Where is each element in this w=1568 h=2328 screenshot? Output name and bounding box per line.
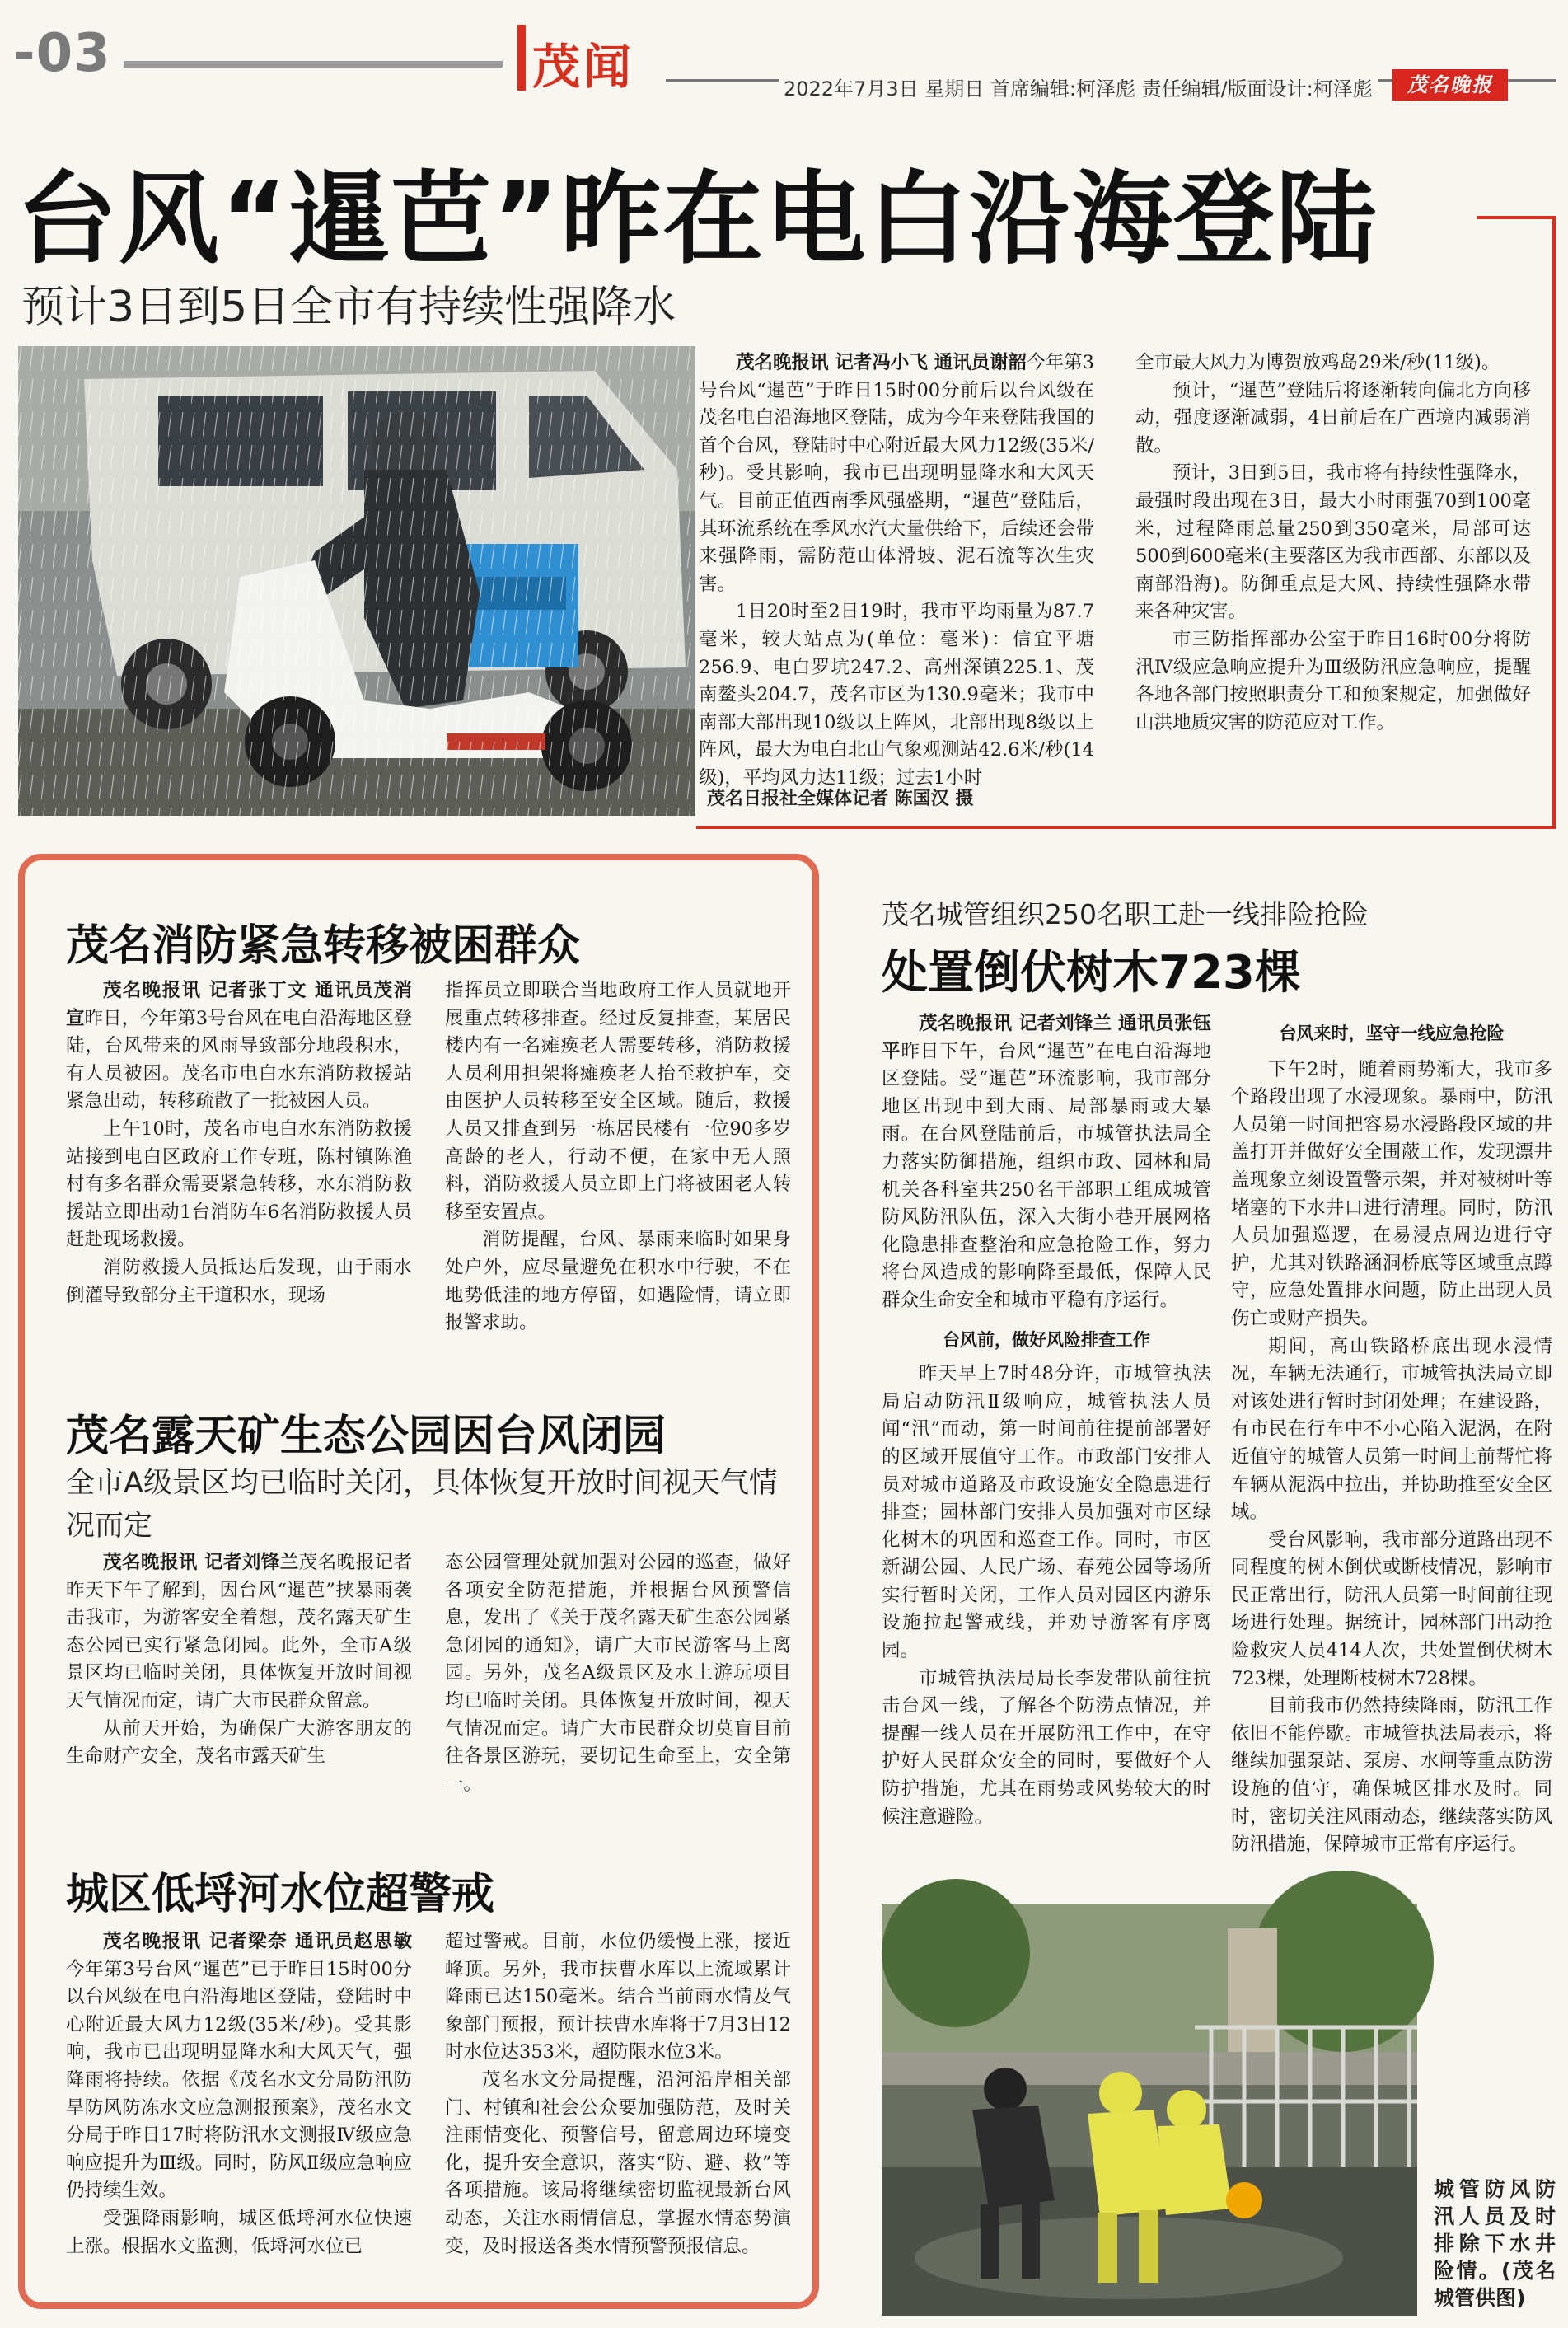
- section-badge: [511, 25, 651, 95]
- section-stripe: [517, 25, 526, 91]
- park-column-1: [66, 1549, 412, 1829]
- fire-column-1: [66, 977, 412, 1356]
- lead-headline: 台风“暹芭”昨在电白沿海登陆: [16, 161, 1378, 278]
- lead-photo-caption: 茂名日报社全媒体记者 陈国汉 摄: [707, 789, 974, 809]
- city-subhead-during: 台风来时，坚守一线应急抢险: [1279, 1023, 1505, 1043]
- city-paragraph: 市城管执法局局长李发带队前往抗击台风一线，了解各个防涝点情况，并提醒一线人员在开展防汛工作中，在守护好人民群众安全的同时，要做好个人防护措施，尤其在雨势或风势较大的时候注意避险。: [882, 1667, 1211, 1828]
- park-paragraph: 态公园管理处就加强对公园的巡查，做好各项安全防范措施，并根据台风预警信息，发出了《关于茂名露天矿生态公园紧急闭园的通知》，请广大市民游客马上离园。另外，茂名A级景区及水上游玩项目均已临时关闭。具体恢复开放时间，视天气情况而定。请广大市民群众切莫盲目前往各景区游玩，要切记生命至上，安全第一。: [445, 1552, 791, 1795]
- city-photo: [882, 1904, 1417, 2316]
- city-paragraph: 目前我市仍然持续降雨，防汛工作依旧不能停歇。市城管执法局表示，将继续加强泵站、泵房、水闸等重点防涝设施的值守，确保城区排水及时。同时，密切关注风雨动态，继续落实防风防汛措施，保障城市正常有序运行。: [1231, 1695, 1552, 1856]
- city-photo-caption: 城管防风防汛人员及时排除下水井险情。(茂名城管供图): [1434, 2177, 1556, 2310]
- park-paragraph: 从前天开始，为确保广大游客朋友的生命财产安全，茂名市露天矿生: [66, 1717, 412, 1768]
- river-headline: 城区低埒河水位超警戒: [66, 1870, 495, 1919]
- city-headline: 处置倒伏树木723棵: [882, 946, 1301, 1000]
- city-paragraph: 受台风影响，我市部分道路出现不同程度的树木倒伏或断枝情况，影响市民正常出行，防汛人员第一时间前往现场进行处理。据统计，园林部门出动抢险救灾人员414人次，共处置倒伏树木723棵，处理断枝树木728棵。: [1231, 1529, 1552, 1689]
- fire-column-2: [445, 977, 791, 1356]
- brand-name: 茂名晚报: [1407, 73, 1493, 96]
- fire-paragraph: 指挥员立即联合当地政府工作人员就地开展重点转移排查。经过反复排查，某居民楼内有一名瘫痪老人需要转移，消防救援人员利用担架将瘫痪老人抬至救护车，交由医护人员转移至安全区域。随后，救援人员又排查到另一栋居民楼有一位90多岁高龄的老人，行动不便，在家中无人照料，消防救援人员立即上门将被困老人转移至安置点。: [445, 980, 791, 1223]
- rider-in-rain-illustration: [18, 346, 695, 816]
- city-paragraph: 下午2时，随着雨势渐大，我市多个路段出现了水浸现象。暴雨中，防汛人员第一时间把容易水浸路段区域的井盖打开并做好安全围蔽工作，发现漂井盖现象立刻设置警示架，并对被树叶等堵塞的下水井口进行清理。同时，防汛人员加强巡逻，在易浸点周边进行守护，尤其对铁路涵洞桥底等区域重点蹲守，应急处置排水问题，防止出现人员伤亡或财产损失。: [1231, 1058, 1552, 1329]
- park-column-2: [445, 1549, 791, 1829]
- fire-paragraph: 上午10时，茂名市电白水东消防救援站接到电白区政府工作专班，陈村镇陈渔村有多名群众需要紧急转移，水东消防救援站立即出动1台消防车6名消防救援人员赶赴现场救援。: [66, 1117, 412, 1251]
- header-rule-left: [124, 61, 503, 68]
- city-paragraph: 昨天早上7时48分许，市城管执法局启动防汛Ⅱ级响应，城管执法人员闻“汛”而动，第一时间前往提前部署好的区域开展值守工作。市政部门安排人员对城市道路及市政设施安全隐患进行排查；园林部门安排人员加强对市区绿化树木的巩固和巡查工作。同时，市区新湖公园、人民广场、春苑公园等场所实行暂时关闭，工作人员对园区内游乐设施拉起警戒线，并劝导游客有序离园。: [882, 1363, 1211, 1662]
- city-kicker: 茂名城管组织250名职工赴一线排险抢险: [882, 898, 1369, 930]
- park-headline: 茂名露天矿生态公园因台风闭园: [66, 1412, 667, 1461]
- lead-paragraph: 今年第3号台风“暹芭”于昨日15时00分前后以台风级在茂名电白沿海地区登陆，成为今年来登陆我国的首个台风，登陆时中心附近最大风力12级(35米/秒)。受其影响，我市已出现明显降水和大风天气。目前正值西南季风强盛期，“暹芭”登陆后，其环流系统在季风水汽大量供给下，后续还会带来强降雨，需防范山体滑坡、泥石流等次生灾害。: [699, 352, 1094, 595]
- river-paragraph: 茂名水文分局提醒，沿河沿岸相关部门、村镇和社会公众要加强防范，及时关注雨情变化、预警信号，留意周边环境变化，提升安全意识，落实“防、避、救”等各项措施。该局将继续密切监视最新台风动态，关注水雨情信息，掌握水情态势演变，及时报送各类水情预警预报信息。: [445, 2068, 791, 2257]
- river-column-2: [445, 1928, 791, 2291]
- section-title: 茂闻: [532, 39, 635, 95]
- river-column-1: [66, 1928, 412, 2291]
- park-subheadline: 全市A级景区均已临时关闭，具体恢复开放时间视天气情况而定: [66, 1467, 778, 1543]
- page-number: -03: [13, 23, 111, 84]
- city-paragraph: 期间，高山铁路桥底出现水浸情况，车辆无法通行，市城管执法局立即对该处进行暂时封闭处理；在建设路，有市民在行车中不小心陷入泥涡，在附近值守的城管人员第一时间上前帮忙将车辆从泥涡中拉出，并协助推至安全区域。: [1231, 1335, 1552, 1524]
- river-paragraph: 受强降雨影响，城区低埒河水位快速上涨。根据水文监测，低埒河水位已: [66, 2207, 412, 2257]
- park-byline: 茂名晚报讯 记者刘锋兰: [103, 1552, 299, 1573]
- river-paragraph: 超过警戒。目前，水位仍缓慢上涨，接近峰顶。另外，我市扶曹水库以上流域累计降雨已达150毫米。结合当前雨水情及气象部门预报，预计扶曹水库将于7月3日12时水位达353米，超防限水位3米。: [445, 1931, 791, 2063]
- fire-paragraph: 消防提醒，台风、暴雨来临时如果身处户外，应尽量避免在积水中行驶，不在地势低洼的地方停留，如遇险情，请立即报警求助。: [445, 1229, 791, 1334]
- city-byline: 茂名晚报讯 记者刘锋兰 通讯员张钰平: [882, 1013, 1211, 1062]
- city-column-2: [1231, 1020, 1552, 1869]
- brand-logo: [1392, 69, 1508, 101]
- lead-photo: [18, 346, 695, 816]
- fire-byline: 茂名晚报讯 记者张丁文 通讯员茂消宣: [66, 980, 412, 1029]
- river-paragraph: 今年第3号台风“暹芭”已于昨日15时00分以台风级在电白沿海地区登陆，登陆时中心附近最大风力12级(35米/秒)。受其影响，我市已出现明显降水和大风天气，强降雨将持续。依据《茂名水文分局防汛防旱防风防冻水文应急测报预案》，茂名水文分局于昨日17时将防汛水文测报Ⅳ级应急响应提升为Ⅲ级。同时，防风Ⅱ级应急响应仍持续生效。: [66, 1958, 412, 2202]
- city-column-1: [882, 1010, 1211, 1867]
- lead-column-1: [699, 349, 1094, 789]
- city-subhead-before: 台风前，做好风险排查工作: [943, 1329, 1150, 1350]
- lead-column-2: [1135, 349, 1531, 770]
- workers-clearing-drain-illustration: [882, 1904, 1417, 2316]
- river-byline: 茂名晚报讯 记者梁奈 通讯员赵思敏: [103, 1931, 412, 1952]
- park-paragraph: 茂名晚报记者昨天下午了解到，因台风“暹芭”挟暴雨袭击我市，为游客安全着想，茂名露天矿生态公园已实行紧急闭园。此外，全市A级景区均已临时关闭，具体恢复开放时间视天气情况而定，请广大市民群众留意。: [66, 1552, 412, 1712]
- lead-paragraph: 预计，3日到5日，我市将有持续性强降水，最强时段出现在3日，最大小时雨强70到100毫米，过程降雨总量250到350毫米，局部可达500到600毫米(主要落区为我市西部、东部以及南部沿海)。防御重点是大风、持续性强降水带来各种灾害。: [1135, 462, 1531, 623]
- lead-paragraph: 市三防指挥部办公室于昨日16时00分将防汛Ⅳ级应急响应提升为Ⅲ级防汛应急响应，提醒各地各部门按照职责分工和预案规定，加强做好山洪地质灾害的防范应对工作。: [1135, 628, 1531, 733]
- city-paragraph: 昨日下午，台风“暹芭”在电白沿海地区登陆。受“暹芭”环流影响，我市部分地区出现中到大雨、局部暴雨或大暴雨。在台风登陆前后，市城管执法局全力落实防御措施，组织市政、园林和局机关各科室共250名干部职工组成城管防风防汛队伍，深入大街小巷开展网格化隐患排查整治和应急抢险工作，努力将台风造成的影响降至最低，保障人民群众生命安全和城市平稳有序运行。: [882, 1040, 1211, 1311]
- fire-paragraph: 昨日，今年第3号台风在电白沿海地区登陆，台风带来的风雨导致部分地段积水，有人员被困。茂名市电白水东消防救援站紧急出动，转移疏散了一批被困人员。: [66, 1007, 412, 1112]
- lead-frame-bottom: [696, 826, 1556, 829]
- lead-paragraph: 全市最大风力为博贺放鸡岛29米/秒(11级)。: [1135, 352, 1500, 373]
- lead-subheadline: 预计3日到5日全市有持续性强降水: [21, 283, 676, 332]
- lead-paragraph: 1日20时至2日19时，我市平均雨量为87.7毫米，较大站点为(单位：毫米)：信宜平塘256.9、电白罗坑247.2、高州深镇225.1、茂南鳌头204.7，茂名市区为130.9毫米；我市中南部大部出现10级以上阵风，北部出现8级以上阵风，最大为电白北山气象观测站42.6米/秒(14级)，平均风力达11级；过去1小时: [699, 601, 1094, 789]
- lead-byline: 茂名晚报讯 记者冯小飞 通讯员谢韶: [736, 352, 1027, 373]
- fire-headline: 茂名消防紧急转移被困群众: [66, 921, 581, 971]
- date-info: 2022年7月3日 星期日 首席编辑:柯泽彪 责任编辑/版面设计:柯泽彪: [779, 73, 1378, 101]
- lead-paragraph: 预计，“暹芭”登陆后将逐渐转向偏北方向移动，强度逐渐减弱，4日前后在广西境内减弱消散。: [1135, 379, 1531, 457]
- fire-paragraph: 消防救援人员抵达后发现，由于雨水倒灌导致部分主干道积水，现场: [66, 1256, 412, 1306]
